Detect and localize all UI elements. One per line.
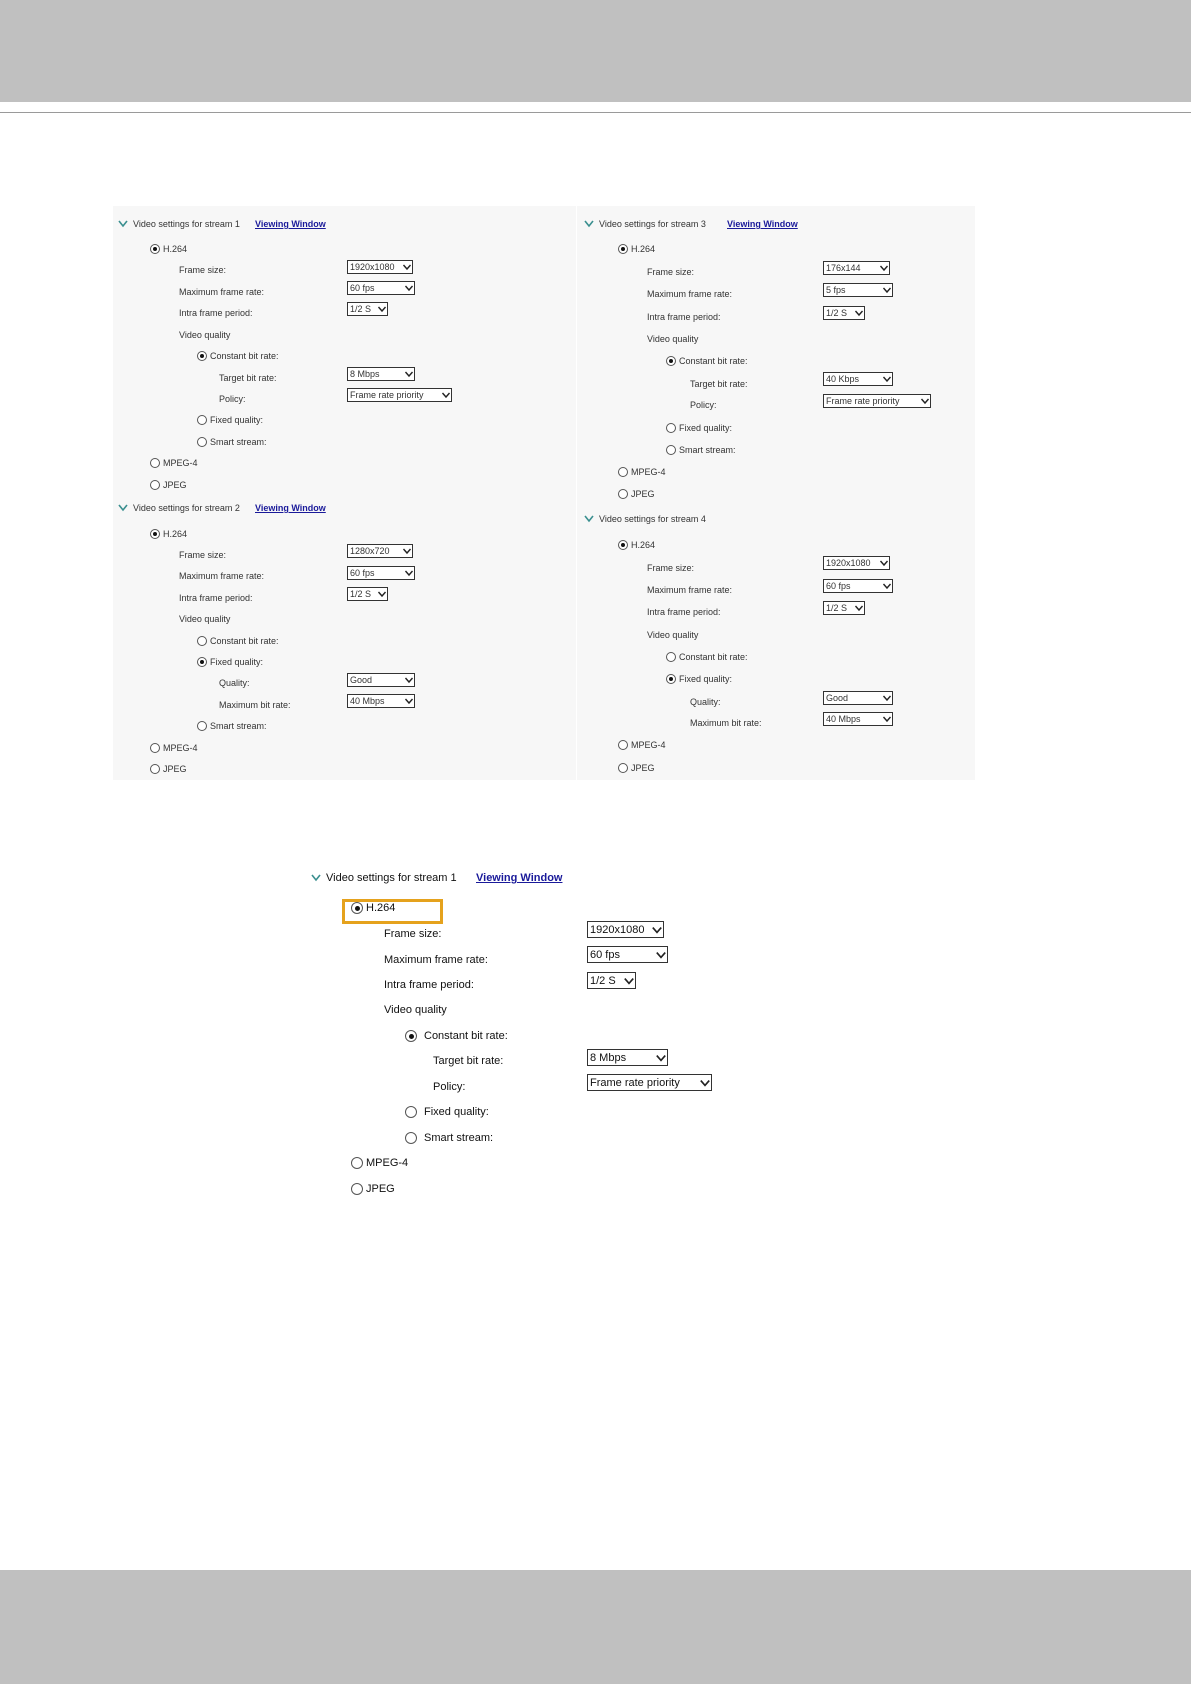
dropdown-arrow-icon xyxy=(402,262,412,272)
radio-mpeg4[interactable] xyxy=(150,743,160,753)
viewing-window-link[interactable]: Viewing Window xyxy=(255,219,326,229)
frame-size-value: 1920x1080 xyxy=(826,558,871,568)
cbr-option[interactable] xyxy=(666,354,748,368)
radio-mpeg4[interactable] xyxy=(618,467,628,477)
smart-stream-label: Smart stream: xyxy=(424,1132,494,1144)
intra-frame-label: Intra frame period: xyxy=(647,607,721,617)
dropdown-arrow-icon xyxy=(377,589,387,599)
radio-fixed-quality[interactable] xyxy=(666,423,676,433)
radio-cbr[interactable] xyxy=(197,636,207,646)
codec-h264-label: H.264 xyxy=(163,529,188,539)
stream-4-header[interactable] xyxy=(583,512,706,526)
frame-size-select[interactable] xyxy=(823,261,890,275)
codec-jpeg-label: JPEG xyxy=(366,1183,395,1195)
frame-size-label: Frame size: xyxy=(384,928,442,940)
intra-frame-value: 1/2 S xyxy=(350,589,372,599)
chevron-down-icon xyxy=(117,503,129,513)
codec-h264-option[interactable] xyxy=(618,242,655,256)
dropdown-arrow-icon xyxy=(882,374,892,384)
policy-select[interactable] xyxy=(347,388,452,402)
dropdown-arrow-icon xyxy=(699,1077,711,1089)
frame-size-value: 1920x1080 xyxy=(350,262,395,272)
dropdown-arrow-icon xyxy=(882,693,892,703)
dropdown-arrow-icon xyxy=(404,283,414,293)
max-frame-rate-label: Maximum frame rate: xyxy=(647,585,733,595)
codec-h264-label: H.264 xyxy=(366,902,396,914)
stream-1-title: Video settings for stream 1 xyxy=(133,219,240,229)
smart-stream-option[interactable] xyxy=(197,719,267,733)
codec-jpeg-option[interactable] xyxy=(351,1181,395,1197)
dropdown-arrow-icon xyxy=(854,603,864,613)
target-bit-rate-select[interactable] xyxy=(823,372,893,386)
dropdown-arrow-icon xyxy=(655,1052,667,1064)
page-header-band xyxy=(0,0,1191,102)
cbr-label: Constant bit rate: xyxy=(424,1030,508,1042)
codec-jpeg-option[interactable] xyxy=(150,762,187,776)
target-bit-rate-value: 8 Mbps xyxy=(590,1051,627,1064)
codec-mpeg4-label: MPEG-4 xyxy=(163,458,198,468)
dropdown-arrow-icon xyxy=(882,285,892,295)
cbr-option[interactable] xyxy=(197,634,279,648)
fixed-quality-label: Fixed quality: xyxy=(210,657,264,667)
codec-jpeg-label: JPEG xyxy=(631,763,655,773)
dropdown-arrow-icon xyxy=(404,568,414,578)
stream-3-header[interactable] xyxy=(583,217,706,231)
dropdown-arrow-icon xyxy=(651,924,663,936)
intra-frame-label: Intra frame period: xyxy=(647,312,721,322)
radio-h264[interactable] xyxy=(618,244,628,254)
max-bit-rate-select[interactable] xyxy=(347,694,415,708)
intra-frame-select[interactable] xyxy=(347,587,388,601)
radio-jpeg[interactable] xyxy=(351,1183,363,1195)
intra-frame-label: Intra frame period: xyxy=(384,979,474,991)
radio-smart-stream[interactable] xyxy=(666,445,676,455)
intra-frame-value: 1/2 S xyxy=(826,308,848,318)
max-frame-rate-select[interactable] xyxy=(587,946,668,963)
cbr-option[interactable] xyxy=(405,1028,508,1044)
stream-2-header[interactable] xyxy=(117,501,240,515)
max-frame-rate-value: 60 fps xyxy=(350,283,375,293)
intra-frame-select[interactable] xyxy=(347,302,388,316)
stream-4-title: Video settings for stream 4 xyxy=(599,514,706,524)
cbr-option[interactable] xyxy=(666,650,748,664)
max-frame-rate-value: 60 fps xyxy=(350,568,375,578)
fixed-quality-option[interactable] xyxy=(197,413,263,427)
dropdown-arrow-icon xyxy=(623,975,635,987)
video-quality-label: Video quality xyxy=(647,630,699,640)
header-divider xyxy=(0,112,1191,113)
chevron-down-icon xyxy=(117,219,129,229)
max-frame-rate-select[interactable] xyxy=(347,566,415,580)
quality-value: Good xyxy=(826,693,849,703)
fixed-quality-label: Fixed quality: xyxy=(679,423,733,433)
fixed-quality-option[interactable] xyxy=(405,1104,489,1120)
radio-fixed-quality[interactable] xyxy=(666,674,676,684)
radio-jpeg[interactable] xyxy=(150,480,160,490)
policy-select[interactable] xyxy=(823,394,931,408)
fixed-quality-label: Fixed quality: xyxy=(679,674,733,684)
fixed-quality-option[interactable] xyxy=(666,672,732,686)
fixed-quality-label: Fixed quality: xyxy=(210,415,264,425)
max-frame-rate-label: Maximum frame rate: xyxy=(384,954,488,966)
radio-mpeg4[interactable] xyxy=(351,1157,363,1169)
radio-cbr[interactable] xyxy=(197,351,207,361)
quality-value: Good xyxy=(350,675,373,685)
smart-stream-label: Smart stream: xyxy=(679,445,736,455)
codec-mpeg4-label: MPEG-4 xyxy=(631,740,666,750)
frame-size-label: Frame size: xyxy=(179,265,227,275)
chevron-down-icon xyxy=(310,873,322,883)
max-bit-rate-value: 40 Mbps xyxy=(350,696,385,706)
intra-frame-value: 1/2 S xyxy=(826,603,848,613)
codec-mpeg4-option[interactable] xyxy=(618,465,666,479)
max-bit-rate-value: 40 Mbps xyxy=(826,714,861,724)
quality-label: Quality: xyxy=(219,678,250,688)
stream-1-title: Video settings for stream 1 xyxy=(326,872,457,884)
video-quality-label: Video quality xyxy=(179,330,231,340)
frame-size-value: 176x144 xyxy=(826,263,861,273)
codec-mpeg4-label: MPEG-4 xyxy=(631,467,666,477)
radio-cbr[interactable] xyxy=(405,1030,417,1042)
max-frame-rate-value: 60 fps xyxy=(590,948,620,961)
smart-stream-label: Smart stream: xyxy=(210,437,267,447)
max-frame-rate-value: 5 fps xyxy=(826,285,846,295)
codec-mpeg4-option[interactable] xyxy=(150,741,198,755)
max-frame-rate-select[interactable] xyxy=(823,283,893,297)
codec-mpeg4-label: MPEG-4 xyxy=(366,1157,409,1169)
page-footer-band xyxy=(0,1570,1191,1684)
dropdown-arrow-icon xyxy=(879,558,889,568)
stream-2-title: Video settings for stream 2 xyxy=(133,503,240,513)
codec-mpeg4-option[interactable] xyxy=(351,1155,408,1171)
dropdown-arrow-icon xyxy=(402,546,412,556)
smart-stream-label: Smart stream: xyxy=(210,721,267,731)
radio-jpeg[interactable] xyxy=(150,764,160,774)
fixed-quality-option[interactable] xyxy=(666,421,732,435)
max-bit-rate-label: Maximum bit rate: xyxy=(690,718,762,728)
max-frame-rate-label: Maximum frame rate: xyxy=(647,289,733,299)
target-bit-rate-value: 8 Mbps xyxy=(350,369,380,379)
frame-size-label: Frame size: xyxy=(179,550,227,560)
radio-smart-stream[interactable] xyxy=(197,437,207,447)
target-bit-rate-label: Target bit rate: xyxy=(219,373,277,383)
smart-stream-option[interactable] xyxy=(197,435,267,449)
target-bit-rate-select[interactable] xyxy=(347,367,415,381)
dropdown-arrow-icon xyxy=(882,714,892,724)
intra-frame-label: Intra frame period: xyxy=(179,308,253,318)
h264-highlight-box xyxy=(342,899,443,924)
codec-jpeg-label: JPEG xyxy=(163,480,187,490)
policy-label: Policy: xyxy=(433,1081,466,1093)
policy-label: Policy: xyxy=(690,400,717,410)
frame-size-value: 1280x720 xyxy=(350,546,390,556)
max-bit-rate-label: Maximum bit rate: xyxy=(219,700,291,710)
intra-frame-select[interactable] xyxy=(823,306,865,320)
smart-stream-option[interactable] xyxy=(666,443,736,457)
max-frame-rate-value: 60 fps xyxy=(826,581,851,591)
video-quality-label: Video quality xyxy=(179,614,231,624)
fixed-quality-option[interactable] xyxy=(197,655,263,669)
smart-stream-option[interactable] xyxy=(405,1130,493,1146)
frame-size-value: 1920x1080 xyxy=(590,923,645,936)
stream-3-title: Video settings for stream 3 xyxy=(599,219,706,229)
stream-1-header[interactable] xyxy=(310,870,457,886)
max-frame-rate-select[interactable] xyxy=(823,579,893,593)
policy-value: Frame rate priority xyxy=(590,1076,680,1089)
quality-select[interactable] xyxy=(823,691,893,705)
intra-frame-label: Intra frame period: xyxy=(179,593,253,603)
chevron-down-icon xyxy=(583,219,595,229)
dropdown-arrow-icon xyxy=(879,263,889,273)
codec-h264-option[interactable] xyxy=(618,538,655,552)
max-frame-rate-label: Maximum frame rate: xyxy=(179,287,265,297)
max-frame-rate-select[interactable] xyxy=(347,281,415,295)
target-bit-rate-label: Target bit rate: xyxy=(690,379,748,389)
fixed-quality-label: Fixed quality: xyxy=(424,1106,489,1118)
frame-size-label: Frame size: xyxy=(647,563,695,573)
dropdown-arrow-icon xyxy=(441,390,451,400)
radio-mpeg4[interactable] xyxy=(150,458,160,468)
codec-mpeg4-option[interactable] xyxy=(618,738,666,752)
frame-size-select[interactable] xyxy=(347,260,413,274)
cbr-option[interactable] xyxy=(197,349,279,363)
codec-mpeg4-option[interactable] xyxy=(150,456,198,470)
radio-jpeg[interactable] xyxy=(618,489,628,499)
radio-h264[interactable] xyxy=(150,529,160,539)
radio-cbr[interactable] xyxy=(666,356,676,366)
intra-frame-value: 1/2 S xyxy=(350,304,372,314)
intra-frame-select[interactable] xyxy=(823,601,865,615)
chevron-down-icon xyxy=(583,514,595,524)
codec-mpeg4-label: MPEG-4 xyxy=(163,743,198,753)
radio-mpeg4[interactable] xyxy=(618,740,628,750)
radio-cbr[interactable] xyxy=(666,652,676,662)
codec-h264-option[interactable] xyxy=(150,242,187,256)
viewing-window-link[interactable]: Viewing Window xyxy=(476,872,563,884)
dropdown-arrow-icon xyxy=(854,308,864,318)
codec-jpeg-option[interactable] xyxy=(150,478,187,492)
cbr-label: Constant bit rate: xyxy=(210,636,279,646)
dropdown-arrow-icon xyxy=(882,581,892,591)
frame-size-select[interactable] xyxy=(823,556,890,570)
radio-fixed-quality[interactable] xyxy=(197,415,207,425)
max-frame-rate-label: Maximum frame rate: xyxy=(179,571,265,581)
cbr-label: Constant bit rate: xyxy=(679,356,748,366)
radio-fixed-quality[interactable] xyxy=(405,1106,417,1118)
codec-h264-option[interactable] xyxy=(150,527,187,541)
target-bit-rate-label: Target bit rate: xyxy=(433,1055,504,1067)
policy-label: Policy: xyxy=(219,394,246,404)
frame-size-select[interactable] xyxy=(587,921,664,938)
radio-fixed-quality[interactable] xyxy=(197,657,207,667)
codec-h264-label: H.264 xyxy=(631,540,656,550)
radio-h264[interactable] xyxy=(618,540,628,550)
quality-label: Quality: xyxy=(690,697,721,707)
target-bit-rate-value: 40 Kbps xyxy=(826,374,860,384)
max-bit-rate-select[interactable] xyxy=(823,712,893,726)
policy-value: Frame rate priority xyxy=(826,396,900,406)
codec-jpeg-label: JPEG xyxy=(631,489,655,499)
frame-size-label: Frame size: xyxy=(647,267,695,277)
policy-select[interactable] xyxy=(587,1074,712,1091)
dropdown-arrow-icon xyxy=(655,949,667,961)
intra-frame-select[interactable] xyxy=(587,972,636,989)
radio-h264[interactable] xyxy=(150,244,160,254)
dropdown-arrow-icon xyxy=(404,675,414,685)
dropdown-arrow-icon xyxy=(404,696,414,706)
codec-jpeg-option[interactable] xyxy=(618,761,655,775)
dropdown-arrow-icon xyxy=(377,304,387,314)
dropdown-arrow-icon xyxy=(920,396,930,406)
target-bit-rate-select[interactable] xyxy=(587,1049,668,1066)
codec-jpeg-label: JPEG xyxy=(163,764,187,774)
policy-value: Frame rate priority xyxy=(350,390,424,400)
radio-smart-stream[interactable] xyxy=(405,1132,417,1144)
codec-jpeg-option[interactable] xyxy=(618,487,655,501)
intra-frame-value: 1/2 S xyxy=(590,974,616,987)
codec-h264-label: H.264 xyxy=(163,244,188,254)
codec-h264-label: H.264 xyxy=(631,244,656,254)
radio-smart-stream[interactable] xyxy=(197,721,207,731)
stream-1-header[interactable] xyxy=(117,217,240,231)
video-quality-label: Video quality xyxy=(647,334,699,344)
radio-jpeg[interactable] xyxy=(618,763,628,773)
cbr-label: Constant bit rate: xyxy=(210,351,279,361)
video-quality-label: Video quality xyxy=(384,1004,447,1016)
dropdown-arrow-icon xyxy=(404,369,414,379)
viewing-window-link[interactable]: Viewing Window xyxy=(727,219,798,229)
viewing-window-link[interactable]: Viewing Window xyxy=(255,503,326,513)
frame-size-select[interactable] xyxy=(347,544,413,558)
quality-select[interactable] xyxy=(347,673,415,687)
cbr-label: Constant bit rate: xyxy=(679,652,748,662)
